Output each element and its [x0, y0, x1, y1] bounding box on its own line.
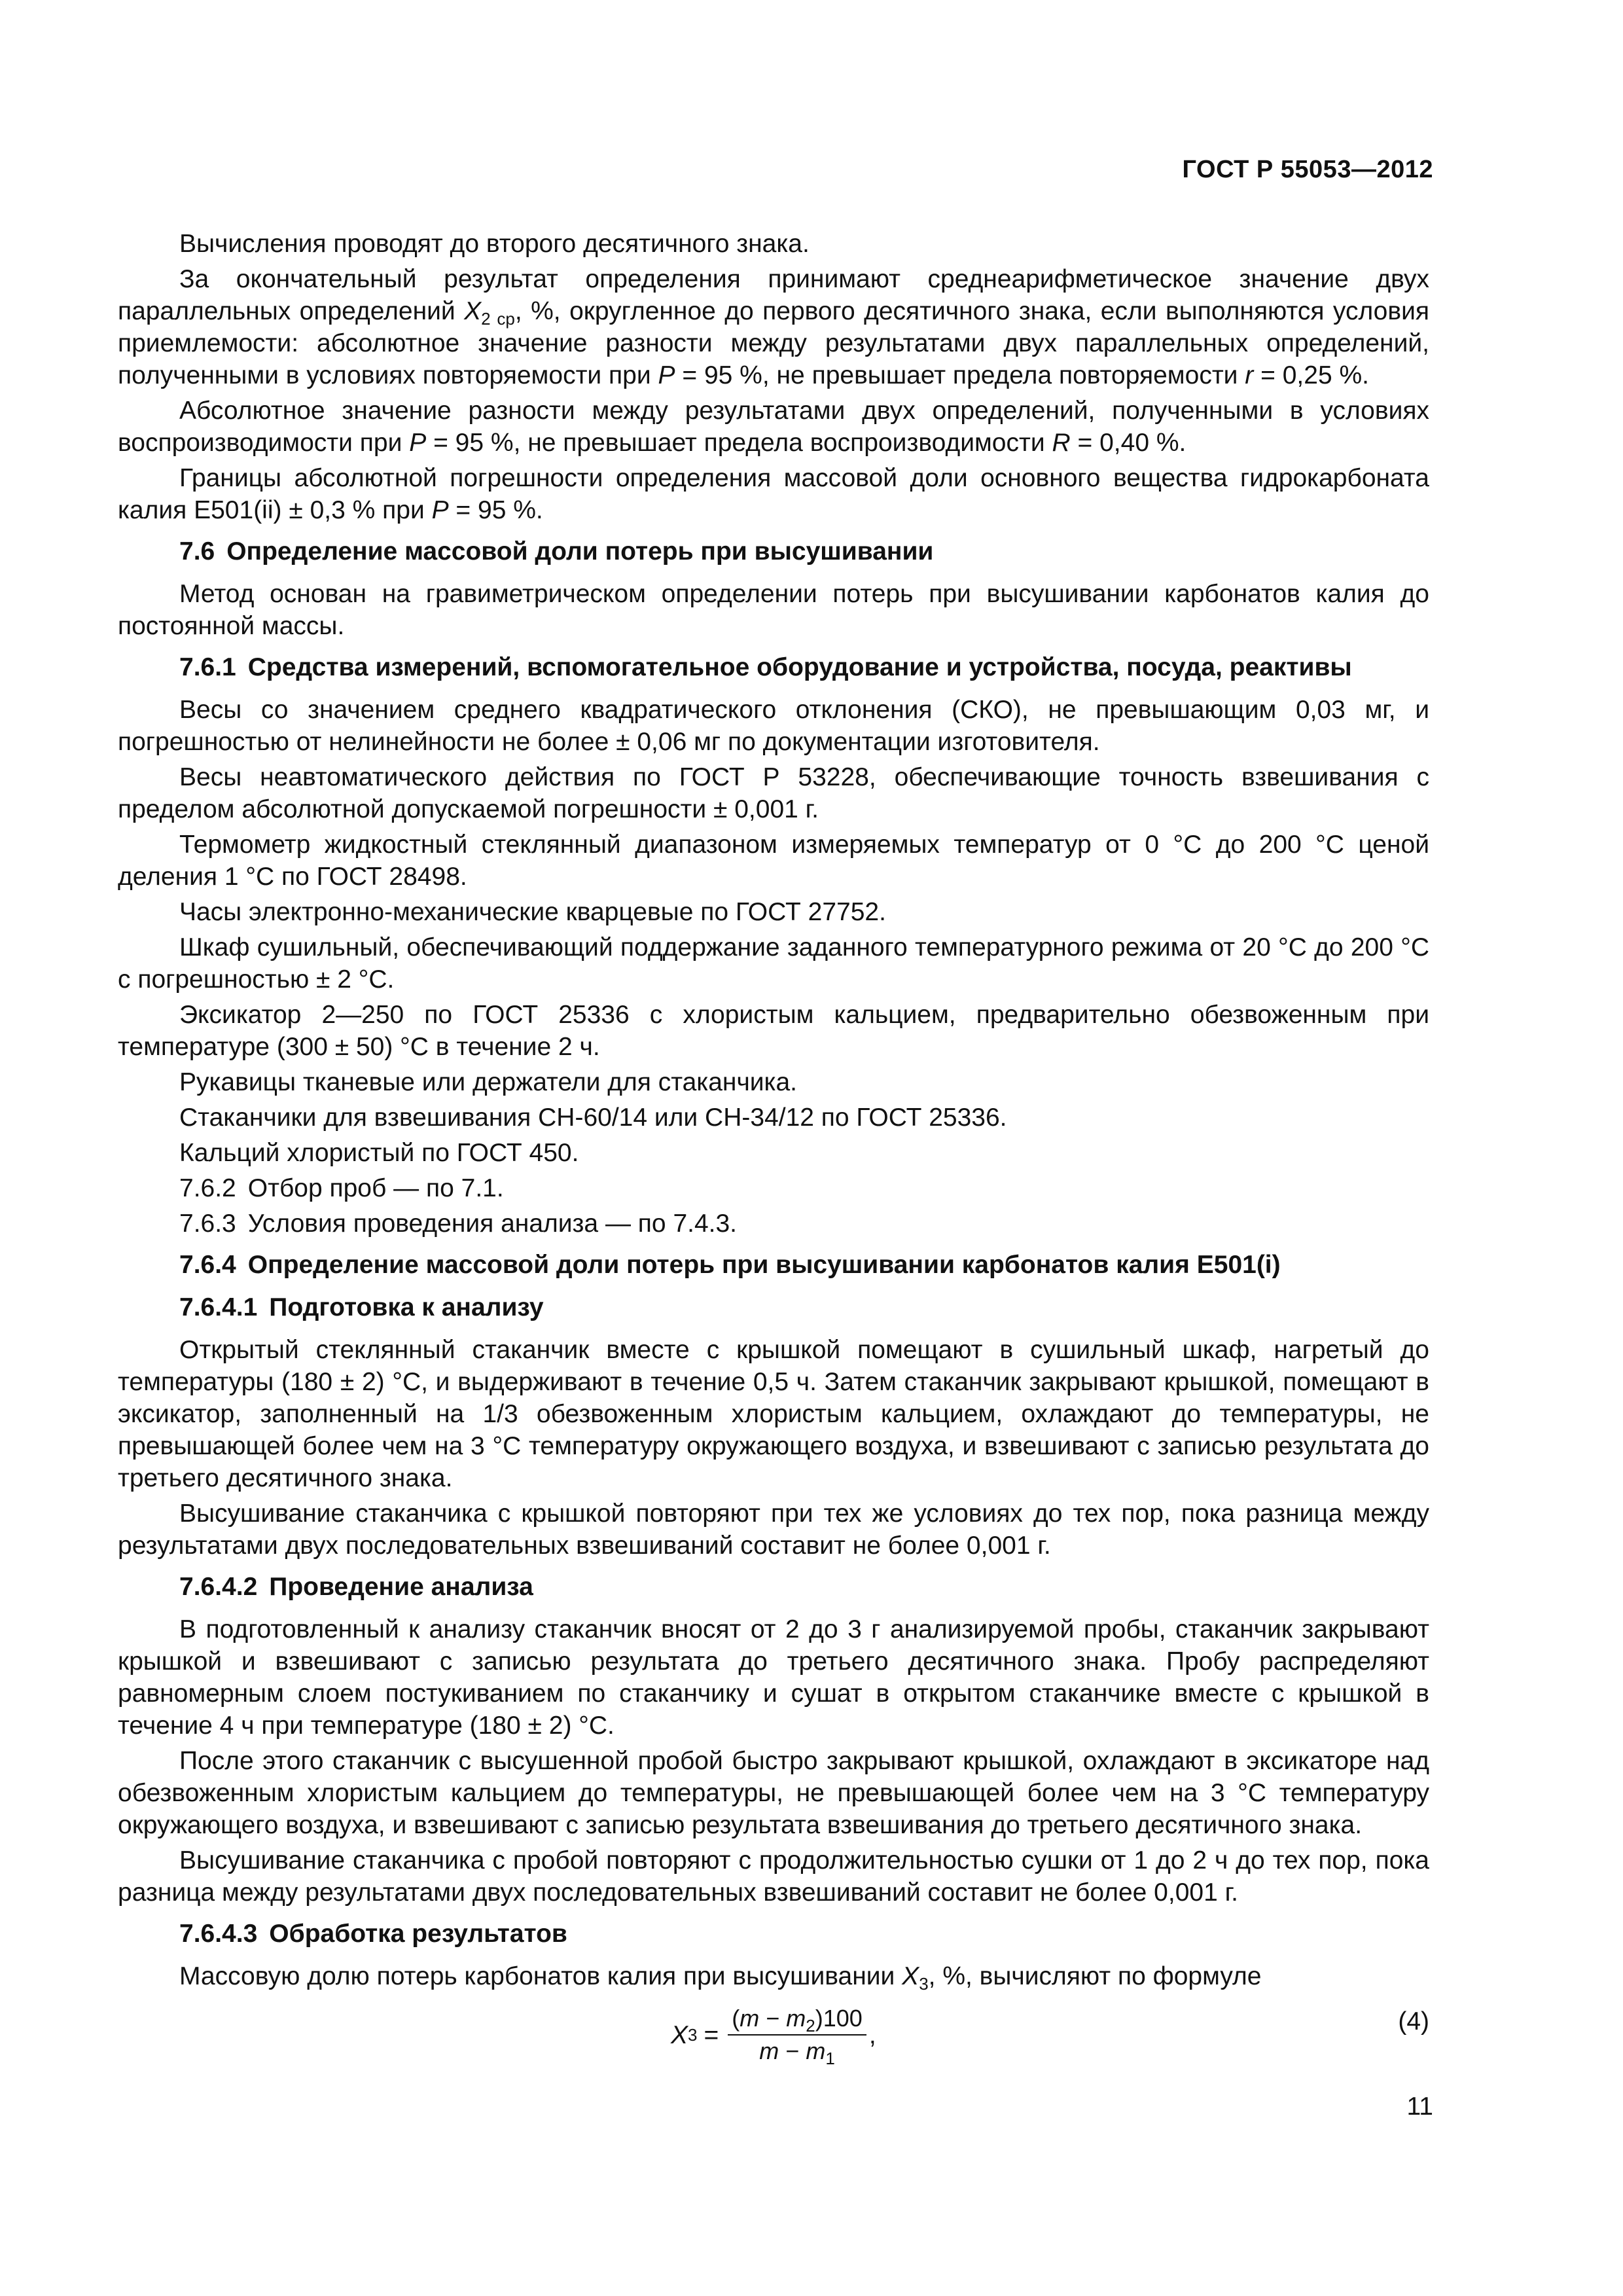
paragraph: Вычисления проводят до второго десятичного знака.	[179, 230, 810, 258]
equipment-item: Рукавицы тканевые или держатели для стаканчика.	[179, 1068, 797, 1096]
paragraph: Высушивание стаканчика с крышкой повторяют при тех же условиях до тех пор, пока разница между результатами двух последовательных взвешиваний составит не более 0,001 г.	[118, 1499, 1429, 1560]
equipment-item: Эксикатор 2—250 по ГОСТ 25336 с хлористым кальцием, предварительно обезвоженным при температуре (300 ± 50) °С в течение 2 ч.	[118, 1001, 1429, 1061]
paragraph: Метод основан на гравиметрическом определении потерь при высушивании карбонатов калия до постоянной массы.	[118, 580, 1429, 640]
equipment-item: Шкаф сушильный, обеспечивающий поддержание заданного температурного режима от 20 °С до 200 °С с погрешностью ± 2 °С.	[118, 933, 1429, 994]
formula-numerator: $(m - m_2)100$	[728, 2004, 866, 2036]
section-heading-7-6-4-1: 7.6.4.1 Подготовка к анализу	[179, 1293, 544, 1321]
paragraph-final-result: За окончательный результат определения принимают среднеарифметическое значение двух параллельных определений $X_{2 ср}$, %, округленное до первого десятичного знака, если выполняются условия приемлемости: абсолютное значение разности между результатами двух параллельных определений, полученными в условиях повторяемости при P = 95 %, не превышает предела повторяемости r = 0,25 %.	[118, 265, 1429, 389]
paragraph: После этого стаканчик с высушенной пробой быстро закрывают крышкой, охлаждают в эксикаторе над обезвоженным хлористым кальцием до температуры, не превышающей более чем на 3 °С температуру окружающего воздуха, и взвешивают с записью результата взвешивания до третьего десятичного знака.	[118, 1747, 1429, 1839]
equipment-item: Весы со значением среднего квадратического отклонения (СКО), не превышающим 0,03 мг, и погрешностью от нелинейности не более ± 0,06 мг по документации изготовителя.	[118, 696, 1429, 756]
page-body	[118, 228, 1429, 2072]
formula-4	[118, 2000, 1429, 2072]
paragraph-reproducibility: Абсолютное значение разности между результатами двух определений, полученными в условиях воспроизводимости при P = 95 %, не превышает предела воспроизводимости R = 0,40 %.	[118, 397, 1429, 457]
formula-fraction	[728, 2004, 866, 2066]
page-number: 11	[1406, 2092, 1433, 2121]
formula-expression: X 3 = $\frac{(m - m_2)100}{m - m_1}$ ,	[671, 2005, 876, 2068]
formula-number: (4)	[1398, 2007, 1429, 2036]
paragraph: В подготовленный к анализу стаканчик вносят от 2 до 3 г анализируемой пробы, стаканчик закрывают крышкой и взвешивают с записью результата до третьего десятичного знака. Пробу распределяют равномерным слоем постукиванием по стаканчику и сушат в открытом стаканчике вместе с крышкой в течение 4 ч при температуре (180 ± 2) °С.	[118, 1615, 1429, 1740]
paragraph-formula-intro: Массовую долю потерь карбонатов калия при высушивании $X_3$, %, вычисляют по формуле	[179, 1962, 1262, 1994]
section-heading-7-6-4: 7.6.4 Определение массовой доли потерь при высушивании карбонатов калия Е501(i)	[179, 1251, 1281, 1279]
subsection-7-6-2: 7.6.2 Отбор проб — по 7.1.	[179, 1174, 504, 1202]
section-heading-7-6-4-2: 7.6.4.2 Проведение анализа	[179, 1573, 533, 1601]
formula-denominator: $m - m_1$	[759, 2037, 835, 2068]
paragraph: Открытый стеклянный стаканчик вместе с крышкой помещают в сушильный шкаф, нагретый до температуры (180 ± 2) °С, и выдерживают в течение 0,5 ч. Затем стаканчик закрывают крышкой, помещают в эксикатор, заполненный на 1/3 обезвоженным хлористым кальцием, охлаждают до температуры, не превышающей более чем на 3 °С температуру окружающего воздуха, и взвешивают с записью результата до третьего десятичного знака.	[118, 1336, 1429, 1492]
section-heading-7-6-4-3: 7.6.4.3 Обработка результатов	[179, 1920, 567, 1948]
equipment-item: Термометр жидкостный стеклянный диапазоном измеряемых температур от 0 °С до 200 °С ценой деления 1 °С по ГОСТ 28498.	[118, 831, 1429, 891]
section-heading-7-6-1: 7.6.1 Средства измерений, вспомогательное оборудование и устройства, посуда, реактивы	[179, 653, 1352, 681]
equipment-item: Весы неавтоматического действия по ГОСТ Р 53228, обеспечивающие точность взвешивания с пределом абсолютной допускаемой погрешности ± 0,001 г.	[118, 763, 1429, 823]
equipment-item: Стаканчики для взвешивания СН-60/14 или СН-34/12 по ГОСТ 25336.	[179, 1103, 1007, 1132]
document-header: ГОСТ Р 55053—2012	[1182, 156, 1433, 183]
paragraph: Высушивание стаканчика с пробой повторяют с продолжительностью сушки от 1 до 2 ч до тех пор, пока разница между результатами двух последовательных взвешиваний составит не более 0,001 г.	[118, 1846, 1429, 1907]
paragraph-limits: Границы абсолютной погрешности определения массовой доли основного вещества гидрокарбоната калия Е501(ii) ± 0,3 % при P = 95 %.	[118, 464, 1429, 524]
section-heading-7-6: 7.6 Определение массовой доли потерь при высушивании	[179, 537, 934, 565]
equipment-item: Кальций хлористый по ГОСТ 450.	[179, 1139, 579, 1167]
subsection-7-6-3: 7.6.3 Условия проведения анализа — по 7.4.3.	[179, 1210, 738, 1238]
equipment-item: Часы электронно-механические кварцевые по ГОСТ 27752.	[179, 898, 886, 926]
